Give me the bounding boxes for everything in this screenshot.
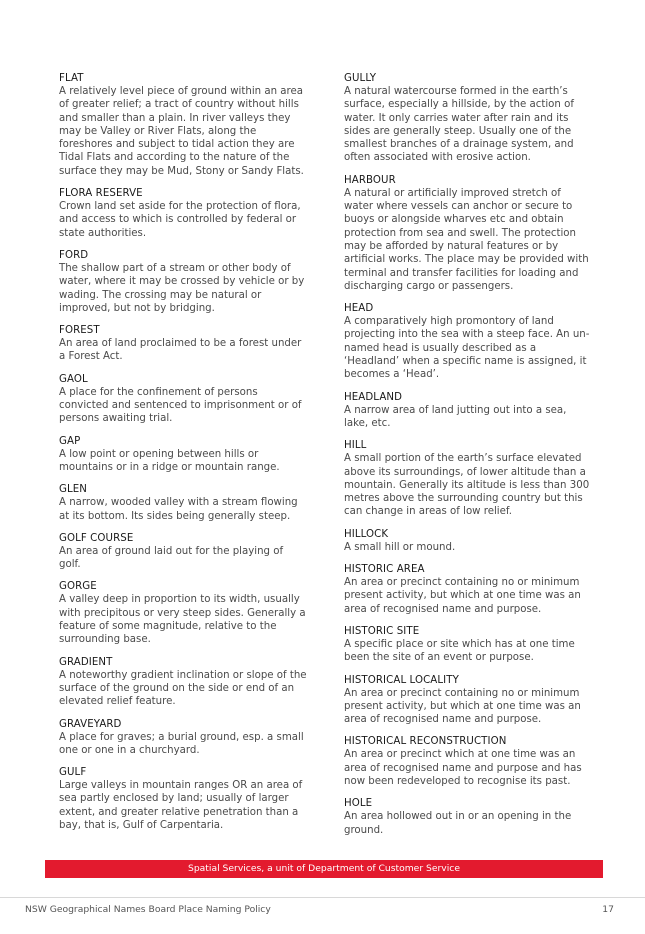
entry-definition: A specific place or site which has at one time been the site of an event or purpose. bbox=[344, 638, 575, 664]
entry-definition: An area of ground laid out for the playing of golf. bbox=[59, 545, 284, 571]
entry-definition: A natural watercourse formed in the earth’s surface, especially a hillside, by the action of water. It only carries water after rain and its sides are generally steep. Usually one of the smallest branches of a drainage system, and often associated with erosive action. bbox=[344, 86, 574, 164]
left-column bbox=[59, 72, 307, 841]
glossary-entry bbox=[344, 528, 592, 554]
glossary-entry bbox=[59, 718, 307, 758]
glossary-entry bbox=[344, 174, 592, 293]
entry-definition: A narrow area of land jutting out into a sea, lake, etc. bbox=[344, 404, 567, 429]
entry-definition: A low point or opening between hills or mountains or in a ridge or mountain range. bbox=[59, 448, 280, 473]
entry-term: HEAD bbox=[344, 303, 374, 315]
entry-term: GAOL bbox=[59, 373, 88, 385]
entry-term: GULLY bbox=[344, 73, 377, 84]
glossary-entry bbox=[344, 72, 592, 165]
entry-term: FLORA RESERVE bbox=[59, 188, 143, 200]
glossary-entry bbox=[344, 391, 592, 431]
footer-divider bbox=[0, 897, 645, 898]
entry-definition: Crown land set aside for the protection of flora, and access to which is controlled by federal or state authorities. bbox=[59, 201, 301, 239]
entry-definition: An area or precinct which at one time was an area of recognised name and purpose and has now been redeveloped to recognise its past. bbox=[344, 749, 582, 787]
glossary-entry bbox=[59, 72, 307, 178]
entry-definition: A small portion of the earth’s surface elevated above its surroundings, of lower altitude than a mountain. Generally its altitude is less than 300 metres above the surrounding country but this can change in areas of low relief. bbox=[344, 453, 590, 518]
entry-definition: An area of land proclaimed to be a forest under a Forest Act. bbox=[59, 338, 302, 363]
entry-definition: A relatively level piece of ground within an area of greater relief; a tract of country without hills and smaller than a plain. In river valleys they may be Valley or River Flats, along the foreshores and subject to tidal action they are Tidal Flats and according to the nature of the surface they may be Mud, Stony or Sandy Flats. bbox=[59, 86, 304, 177]
entry-definition: The shallow part of a stream or other body of water, where it may be crossed by vehicle or by wading. The crossing may be natural or improved, but not by bridging. bbox=[59, 262, 305, 314]
glossary-entry bbox=[59, 187, 307, 240]
entry-term: GORGE bbox=[59, 581, 97, 593]
entry-term: HEADLAND bbox=[344, 391, 403, 403]
glossary-entry bbox=[344, 797, 592, 837]
entry-term: GAP bbox=[59, 435, 81, 447]
entry-definition: An area or precinct containing no or minimum present activity, but which at one time was an area of recognised name and purpose. bbox=[344, 577, 581, 615]
glossary-entry bbox=[344, 735, 592, 788]
glossary-entry bbox=[344, 302, 592, 381]
glossary-entry bbox=[344, 563, 592, 616]
glossary-entry bbox=[344, 439, 592, 518]
glossary-entry bbox=[59, 580, 307, 646]
glossary-entry bbox=[59, 373, 307, 426]
entry-term: FORD bbox=[59, 249, 89, 261]
glossary-entry bbox=[59, 766, 307, 832]
entry-term: HILLOCK bbox=[344, 528, 389, 540]
entry-term: GRAVEYARD bbox=[59, 718, 122, 730]
glossary-entry bbox=[59, 656, 307, 709]
glossary-entry bbox=[59, 249, 307, 315]
entry-definition: A place for graves; a burial ground, esp. a small one or one in a churchyard. bbox=[59, 731, 304, 756]
entry-definition: A valley deep in proportion to its width, usually with precipitous or very steep sides. Generally a feature of some magnitude, relative to the surrounding base. bbox=[59, 594, 306, 646]
entry-definition: An area hollowed out in or an opening in the ground. bbox=[344, 811, 572, 836]
glossary-entry bbox=[59, 532, 307, 572]
glossary-entry bbox=[59, 324, 307, 364]
entry-term: HISTORICAL RECONSTRUCTION bbox=[344, 736, 507, 748]
footer-document-title: NSW Geographical Names Board Place Naming Policy bbox=[25, 904, 271, 915]
glossary-entry bbox=[59, 435, 307, 475]
entry-definition: An area or precinct containing no or minimum present activity, but which at one time was an area of recognised name and purpose. bbox=[344, 687, 581, 726]
entry-term: HISTORICAL LOCALITY bbox=[344, 674, 459, 686]
entry-definition: Large valleys in mountain ranges OR an area of sea partly enclosed by land; usually of larger extent, and greater relative penetration than a bay, that is, Gulf of Carpentaria. bbox=[59, 780, 303, 831]
entry-definition: A comparatively high promontory of land projecting into the sea with a steep face. An un-named head is usually described as a ‘Headland’ when a specific name is assigned, it becomes a ‘Head’. bbox=[344, 316, 590, 381]
glossary-entry bbox=[344, 674, 592, 727]
entry-term: GULF bbox=[59, 767, 87, 779]
entry-term: GLEN bbox=[59, 484, 88, 496]
entry-term: HISTORIC SITE bbox=[344, 625, 420, 637]
entry-term: HOLE bbox=[344, 798, 373, 810]
right-column bbox=[344, 72, 592, 846]
entry-definition: A narrow, wooded valley with a stream flowing at its bottom. Its sides being generally steep. bbox=[59, 497, 298, 522]
glossary-entry bbox=[344, 625, 592, 665]
glossary-entry bbox=[59, 483, 307, 523]
entry-term: GRADIENT bbox=[59, 656, 113, 668]
footer-page-number: 17 bbox=[602, 904, 614, 915]
entry-definition: A small hill or mound. bbox=[344, 541, 456, 553]
entry-term: FLAT bbox=[59, 73, 84, 84]
entry-term: HILL bbox=[344, 440, 367, 452]
entry-definition: A natural or artificially improved stretch of water where vessels can anchor or secure to buoys or alongside wharves etc and obtain protection from sea and swell. The protection may be afforded by natural features or by artificial works. The place may be provided with terminal and transfer facilities for loading and discharging cargo or passengers. bbox=[344, 187, 589, 292]
organisation-banner: Spatial Services, a unit of Department of Customer Service bbox=[45, 860, 603, 878]
entry-definition: A noteworthy gradient inclination or slope of the surface of the ground on the side or end of an elevated relief feature. bbox=[59, 669, 307, 708]
entry-term: HISTORIC AREA bbox=[344, 564, 425, 576]
entry-definition: A place for the confinement of persons convicted and sentenced to imprisonment or of persons awaiting trial. bbox=[59, 386, 302, 425]
entry-term: HARBOUR bbox=[344, 174, 396, 186]
entry-term: FOREST bbox=[59, 325, 100, 337]
entry-term: GOLF COURSE bbox=[59, 532, 134, 544]
